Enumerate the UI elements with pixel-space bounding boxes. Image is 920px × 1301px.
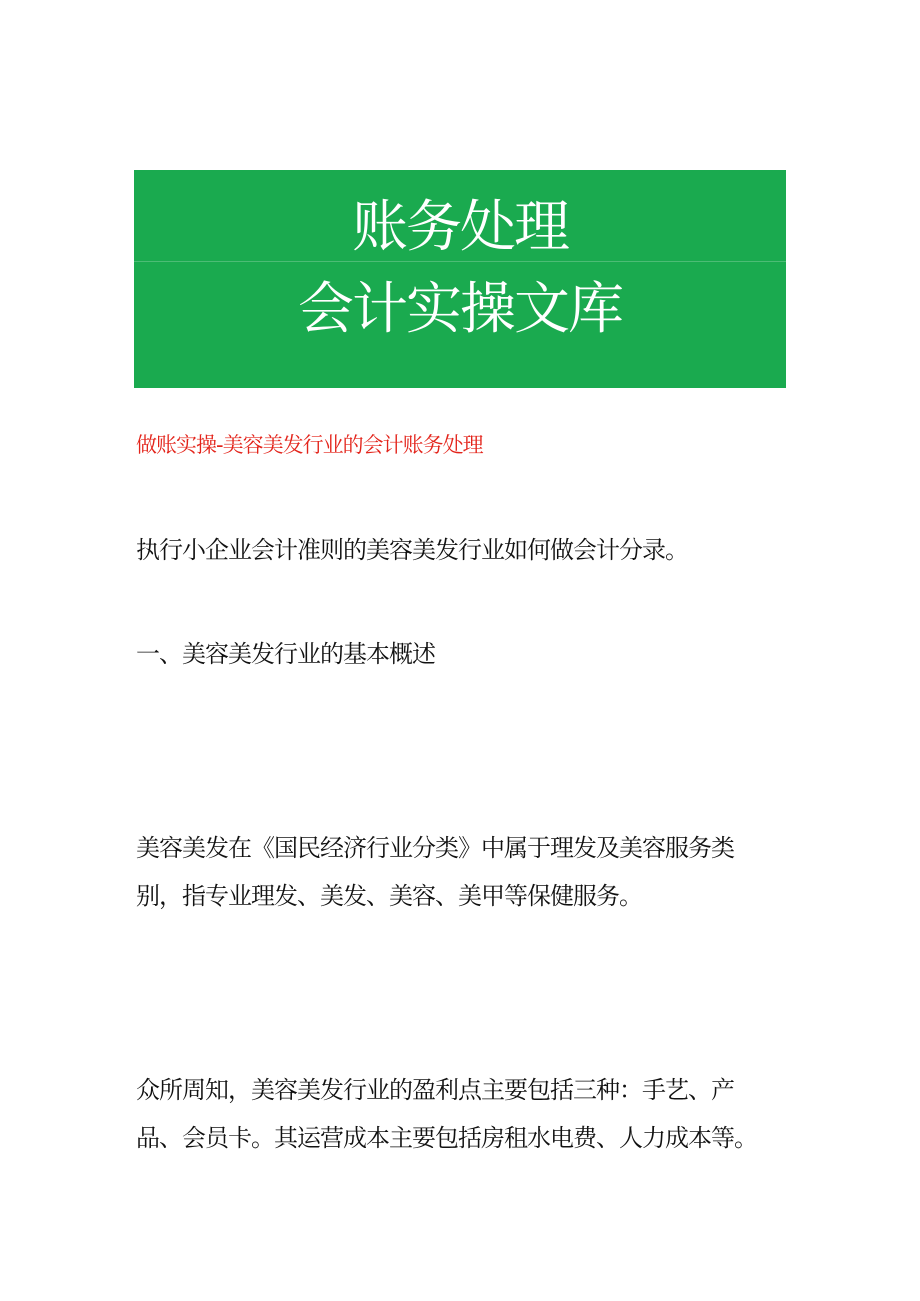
paragraph-line: 美容美发在《国民经济行业分类》中属于理发及美容服务类: [136, 834, 734, 862]
banner-title-line1: 账务处理: [352, 195, 568, 260]
paragraph-line: 品、会员卡。其运营成本主要包括房租水电费、人力成本等。: [136, 1124, 757, 1152]
document-subtitle: 做账实操-美容美发行业的会计账务处理: [136, 433, 483, 457]
paragraph-line: 众所周知，美容美发行业的盈利点主要包括三种：手艺、产: [136, 1076, 734, 1104]
body-paragraph-1: [136, 824, 734, 920]
banner-title-line2: 会计实操文库: [298, 277, 622, 342]
banner-divider: [134, 261, 786, 262]
paragraph-line: 别，指专业理发、美发、美容、美甲等保健服务。: [136, 882, 642, 910]
body-paragraph-2: [136, 1066, 757, 1162]
intro-paragraph: 执行小企业会计准则的美容美发行业如何做会计分录。: [136, 536, 688, 564]
section-heading: 一、美容美发行业的基本概述: [136, 640, 435, 668]
